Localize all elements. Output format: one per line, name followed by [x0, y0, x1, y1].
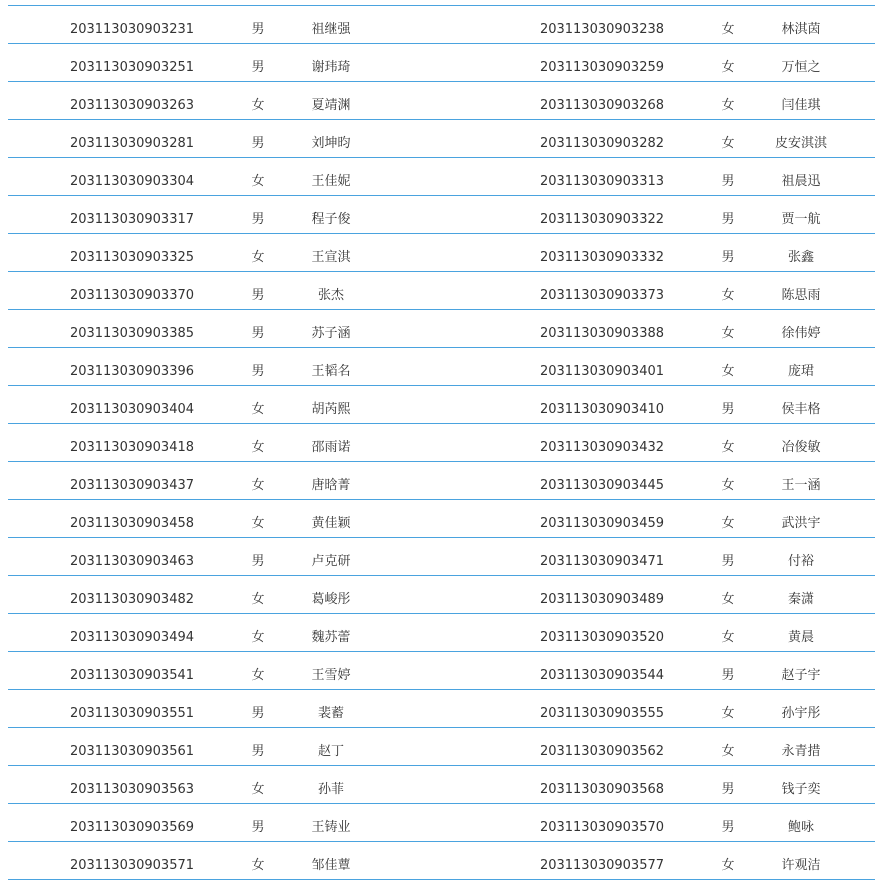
student-name: 钱子奕 [781, 782, 821, 797]
table-row [8, 766, 875, 804]
gender: 男 [251, 326, 265, 341]
gender: 女 [251, 478, 265, 493]
table-row [8, 348, 875, 386]
gender: 女 [721, 516, 735, 531]
student-name: 万恒之 [781, 60, 821, 75]
student-id: 203113030903332 [539, 250, 665, 265]
student-id: 203113030903577 [539, 858, 665, 873]
gender: 男 [251, 22, 265, 37]
table-row [8, 272, 875, 310]
gender: 女 [721, 288, 735, 303]
student-id: 203113030903263 [69, 98, 195, 113]
student-name: 胡芮熙 [311, 402, 351, 417]
student-name: 秦潇 [787, 592, 814, 607]
student-name: 许观洁 [781, 858, 821, 873]
table-row [8, 386, 875, 424]
student-name: 苏子涵 [311, 326, 351, 341]
student-name: 邵雨诺 [311, 440, 351, 455]
student-name: 徐伟婷 [781, 326, 821, 341]
student-name: 夏靖渊 [311, 98, 351, 113]
table-row [8, 614, 875, 652]
student-name: 葛峻彤 [311, 592, 351, 607]
student-name: 黄佳颖 [311, 516, 351, 531]
gender: 男 [721, 212, 735, 227]
table-row [8, 804, 875, 842]
gender: 女 [721, 478, 735, 493]
student-id: 203113030903281 [69, 136, 195, 151]
gender: 女 [251, 98, 265, 113]
gender: 女 [251, 668, 265, 683]
table-row [8, 690, 875, 728]
student-name: 刘坤昀 [311, 136, 351, 151]
student-name: 唐晗菁 [311, 478, 351, 493]
student-id: 203113030903373 [539, 288, 665, 303]
gender: 男 [721, 668, 735, 683]
gender: 女 [721, 98, 735, 113]
gender: 男 [251, 744, 265, 759]
student-id: 203113030903231 [69, 22, 195, 37]
student-id: 203113030903317 [69, 212, 195, 227]
table-row [8, 310, 875, 348]
table-row [8, 196, 875, 234]
student-id: 203113030903251 [69, 60, 195, 75]
student-name: 孙菲 [317, 782, 344, 797]
student-id: 203113030903268 [539, 98, 665, 113]
student-id: 203113030903325 [69, 250, 195, 265]
table-row [8, 728, 875, 766]
student-name: 黄晨 [787, 630, 814, 645]
student-name: 邹佳蕈 [311, 858, 351, 873]
student-id: 203113030903401 [539, 364, 665, 379]
student-id: 203113030903458 [69, 516, 195, 531]
table-row [8, 6, 875, 44]
student-id: 203113030903304 [69, 174, 195, 189]
gender: 女 [721, 22, 735, 37]
student-id: 203113030903570 [539, 820, 665, 835]
student-name: 陈思雨 [781, 288, 821, 303]
student-name: 皮安淇淇 [774, 136, 827, 151]
gender: 男 [251, 212, 265, 227]
student-id: 203113030903541 [69, 668, 195, 683]
student-id: 203113030903563 [69, 782, 195, 797]
table-row [8, 120, 875, 158]
student-name: 林淇茵 [781, 22, 821, 37]
student-id: 203113030903568 [539, 782, 665, 797]
student-id: 203113030903313 [539, 174, 665, 189]
table-row [8, 652, 875, 690]
gender: 男 [721, 402, 735, 417]
student-id: 203113030903396 [69, 364, 195, 379]
gender: 女 [721, 136, 735, 151]
student-name: 孙宇彤 [781, 706, 821, 721]
student-name: 王韬名 [311, 364, 351, 379]
gender: 女 [721, 630, 735, 645]
student-id: 203113030903282 [539, 136, 665, 151]
student-name: 裴蓄 [317, 706, 344, 721]
student-id: 203113030903555 [539, 706, 665, 721]
gender: 男 [721, 820, 735, 835]
student-id: 203113030903418 [69, 440, 195, 455]
student-name: 庞珺 [787, 364, 814, 379]
student-id: 203113030903388 [539, 326, 665, 341]
student-name: 贾一航 [781, 212, 821, 227]
gender: 男 [251, 706, 265, 721]
student-id: 203113030903561 [69, 744, 195, 759]
gender: 女 [721, 592, 735, 607]
student-name: 赵子宇 [781, 668, 821, 683]
student-name: 付裕 [787, 554, 814, 569]
student-id: 203113030903569 [69, 820, 195, 835]
student-id: 203113030903459 [539, 516, 665, 531]
student-id: 203113030903432 [539, 440, 665, 455]
gender: 女 [251, 858, 265, 873]
student-id: 203113030903489 [539, 592, 665, 607]
student-name: 冶俊敏 [781, 440, 821, 455]
student-name: 程子俊 [311, 212, 351, 227]
table-row [8, 576, 875, 614]
student-name: 永青措 [781, 744, 821, 759]
gender: 女 [251, 440, 265, 455]
table-row [8, 82, 875, 120]
gender: 女 [251, 592, 265, 607]
table-row [8, 462, 875, 500]
table-row [8, 424, 875, 462]
student-name: 张杰 [317, 288, 344, 303]
gender: 女 [721, 858, 735, 873]
gender: 男 [251, 288, 265, 303]
gender: 女 [251, 516, 265, 531]
table-row [8, 158, 875, 196]
student-name: 魏苏蕾 [311, 630, 351, 645]
student-id: 203113030903437 [69, 478, 195, 493]
gender: 男 [721, 174, 735, 189]
student-id: 203113030903385 [69, 326, 195, 341]
gender: 男 [251, 364, 265, 379]
gender: 女 [721, 744, 735, 759]
gender: 女 [721, 440, 735, 455]
student-id: 203113030903471 [539, 554, 665, 569]
student-id: 203113030903520 [539, 630, 665, 645]
student-name: 武洪宇 [781, 516, 821, 531]
gender: 男 [251, 60, 265, 75]
gender: 男 [721, 250, 735, 265]
student-name: 卢克研 [311, 554, 351, 569]
gender: 女 [251, 174, 265, 189]
student-id: 203113030903370 [69, 288, 195, 303]
student-name: 谢玮琦 [311, 60, 351, 75]
student-name: 王雪婷 [311, 668, 351, 683]
student-id: 203113030903410 [539, 402, 665, 417]
student-id: 203113030903445 [539, 478, 665, 493]
student-id: 203113030903238 [539, 22, 665, 37]
gender: 女 [251, 630, 265, 645]
student-id: 203113030903571 [69, 858, 195, 873]
student-name: 王宣淇 [311, 250, 351, 265]
student-name: 闫佳琪 [781, 98, 821, 113]
gender: 女 [721, 60, 735, 75]
student-name: 祖继强 [311, 22, 351, 37]
table-row [8, 44, 875, 82]
gender: 女 [721, 364, 735, 379]
student-name: 赵丁 [317, 744, 344, 759]
student-name: 王佳妮 [311, 174, 351, 189]
gender: 男 [251, 820, 265, 835]
student-id: 203113030903404 [69, 402, 195, 417]
student-id: 203113030903494 [69, 630, 195, 645]
gender: 女 [721, 326, 735, 341]
student-id: 203113030903463 [69, 554, 195, 569]
student-id: 203113030903482 [69, 592, 195, 607]
student-name: 鲍咏 [787, 820, 814, 835]
gender: 男 [251, 554, 265, 569]
student-name: 侯丰格 [781, 402, 821, 417]
student-id: 203113030903322 [539, 212, 665, 227]
table-row [8, 538, 875, 576]
gender: 女 [251, 782, 265, 797]
table-row [8, 842, 875, 880]
gender: 男 [721, 782, 735, 797]
table-row [8, 500, 875, 538]
student-id: 203113030903544 [539, 668, 665, 683]
gender: 女 [251, 402, 265, 417]
student-name: 王铸业 [311, 820, 351, 835]
student-id: 203113030903562 [539, 744, 665, 759]
table-row [8, 234, 875, 272]
gender: 女 [251, 250, 265, 265]
student-id: 203113030903259 [539, 60, 665, 75]
gender: 男 [251, 136, 265, 151]
gender: 男 [721, 554, 735, 569]
student-list-table [8, 5, 875, 880]
student-name: 王一涵 [781, 478, 821, 493]
student-name: 张鑫 [787, 250, 814, 265]
student-name: 祖晨迅 [781, 174, 821, 189]
gender: 女 [721, 706, 735, 721]
student-id: 203113030903551 [69, 706, 195, 721]
